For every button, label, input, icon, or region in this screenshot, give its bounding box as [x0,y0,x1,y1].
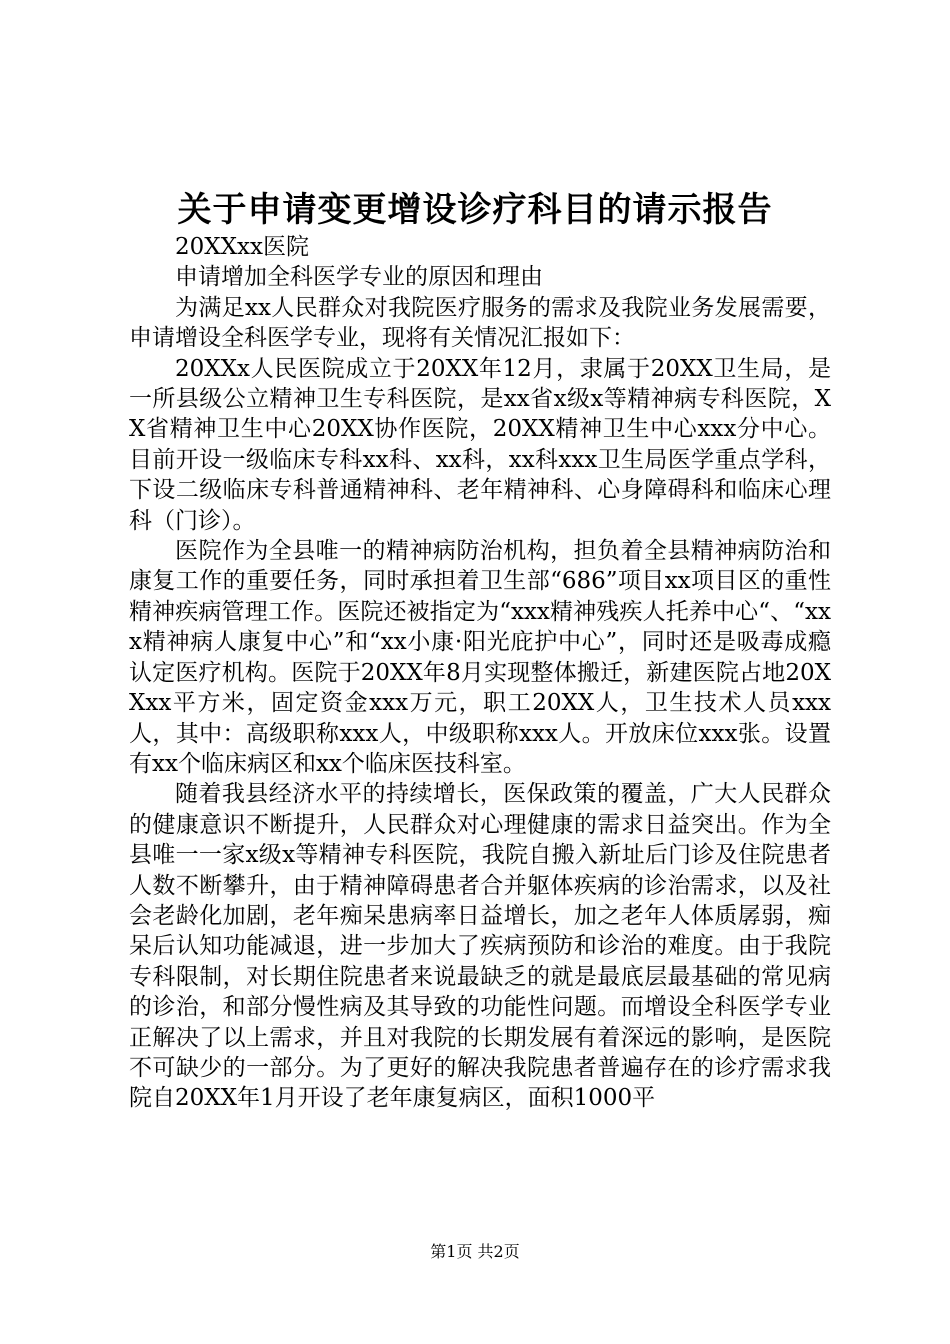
section-heading: 申请增加全科医学专业的原因和理由 [175,264,543,291]
document-body [129,232,831,1114]
hospital-name-line: 20XXxx医院 [175,234,309,260]
body-paragraph: 为满足xx人民群众对我院医疗服务的需求及我院业务发展需要，申请增设全科医学专业，现将有关情况汇报如下： [129,294,831,352]
body-paragraph: 20XXx人民医院成立于20XX年12月，隶属于20XX卫生局，是一所县级公立精神卫生专科医院，是xx省x级x等精神病专科医院，XX省精神卫生中心20XX协作医院，20XX精神卫生中心xxx分中心。目前开设一级临床专科xx科、xx科，xx科xxx卫生局医学重点学科，下设二级临床专科普通精神科、老年精神科、心身障碍科和临床心理科（门诊）。 [129,355,831,534]
body-paragraph: 随着我县经济水平的持续增长，医保政策的覆盖，广大人民群众的健康意识不断提升，人民群众对心理健康的需求日益突出。作为全县唯一一家x级x等精神专科医院，我院自搬入新址后门诊及住院患者人数不断攀升，由于精神障碍患者合并躯体疾病的诊治需求，以及社会老龄化加剧，老年痴呆患病率日益增长，加之老年人体质孱弱，痴呆后认知功能减退，进一步加大了疾病预防和诊治的难度。由于我院专科限制，对长期住院患者来说最缺乏的就是最底层最基础的常见病的诊治，和部分慢性病及其导致的功能性问题。而增设全科医学专业正解决了以上需求，并且对我院的长期发展有着深远的影响，是医院不可缺少的一部分。为了更好的解决我院患者普遍存在的诊疗需求我院自20XX年1月开设了老年康复病区，面积1000平 [129,781,831,1112]
page-number-footer: 第1页 共2页 [430,1242,520,1261]
body-paragraph: 医院作为全县唯一的精神病防治机构，担负着全县精神病防治和康复工作的重要任务，同时承担着卫生部“686”项目xx项目区的重性精神疾病管理工作。医院还被指定为“xxx精神残疾人托养中心“、“xxx精神病人康复中心”和“xx小康·阳光庇护中心”，同时还是吸毒成瘾认定医疗机构。医院于20XX年8月实现整体搬迁，新建医院占地20XXxx平方米，固定资金xxx万元，职工20XX人，卫生技术人员xxx人，其中：高级职称xxx人，中级职称xxx人。开放床位xxx张。设置有xx个临床病区和xx个临床医技科室。 [129,538,831,777]
document-title: 关于申请变更增设诊疗科目的请示报告 [177,190,773,230]
